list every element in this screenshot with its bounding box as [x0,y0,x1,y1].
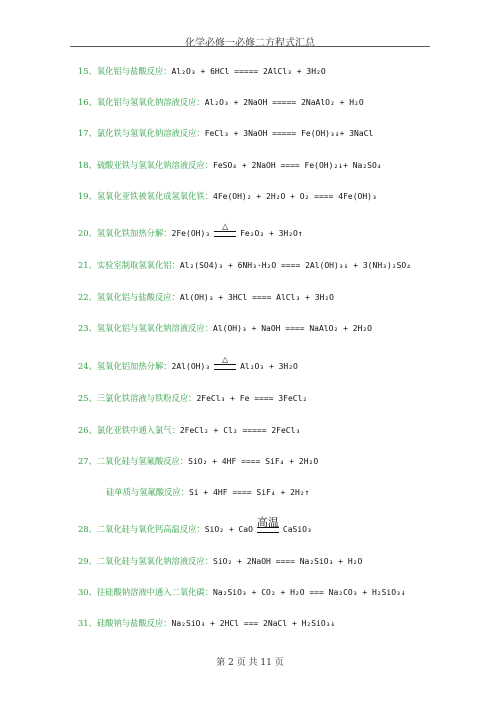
equation-number: 31、 [78,618,97,628]
chemical-equation: FeCl₃ + 3NaOH ===== Fe(OH)₃↓+ 3NaCl [204,129,374,138]
equation-line [78,127,373,140]
equation-line [78,555,362,568]
equation-number: 16、 [78,97,97,107]
chemical-equation-products: Al₂O₃ + 3H₂O [240,362,298,371]
equation-line [78,586,406,599]
chemical-equation: Al(OH)₃ + NaOH ==== NaAlO₂ + 2H₂O [213,324,372,333]
equation-number: 23、 [78,323,97,333]
equation-line [78,322,372,335]
equation-number: 18、 [78,160,97,170]
reaction-description: 氧化铝与盐酸反应： [96,66,172,76]
reaction-description: 氢氧化亚铁被氧化成氢氧化铁： [96,191,214,201]
equation-line [78,222,303,240]
equation-number: 30、 [78,587,97,597]
chemical-equation-products: Fe₂O₃ + 3H₂O↑ [240,229,303,238]
chemical-equation: Na₂SiO₃ + 2HCl === 2NaCl + H₂SiO₃↓ [171,619,336,628]
chemical-equation-products: CaSiO₃ [282,525,312,534]
equals-sign [214,364,236,370]
equation-number: 28、 [78,524,97,534]
chemical-equation: 2FeCl₃ + Fe ==== 3FeCl₂ [196,394,308,403]
reaction-condition-label: 高温 [256,516,279,529]
reaction-description: 往硅酸钠溶液中通入二氧化碳： [96,587,214,597]
equation-line [78,159,382,172]
equation-number: 15、 [78,66,97,76]
reaction-description: 氯化亚铁中通入氯气： [96,425,180,435]
chemical-equation: Si + 4HF ==== SiF₄ + 2H₂↑ [188,488,310,497]
reaction-condition-label: △ [222,355,229,364]
equation-number: 27、 [78,456,97,466]
equation-line [78,96,364,109]
reaction-condition-sign [212,222,238,239]
equation-number: 20、 [78,228,97,238]
reaction-description: 三氯化铁溶液与铁粉反应： [96,393,197,403]
chemical-equation: Al₂O₃ + 2NaOH ===== 2NaAlO₂ + H₂O [204,98,364,107]
chemical-equation: FeSO₄ + 2NaOH ==== Fe(OH)₂↓+ Na₂SO₄ [213,161,382,170]
equation-line [106,486,309,499]
chemical-equation: 2FeCl₂ + Cl₂ ===== 2FeCl₃ [179,426,301,435]
page-footer: 第 2 页 共 11 页 [216,658,284,668]
reaction-description: 氢氧化铝与盐酸反应： [96,292,180,302]
equation-line [78,392,307,405]
reaction-description: 硅酸钠与盐酸反应： [96,618,172,628]
reaction-condition-sign [212,355,238,372]
equation-line [78,291,334,304]
reaction-description: 氯化铁与氢氧化钠溶液反应： [96,128,205,138]
chemical-equation: Al₂O₃ + 6HCl ===== 2AlCl₃ + 3H₂O [171,67,326,76]
chemical-equation: SiO₂ + CaO [204,525,253,534]
equation-number: 17、 [78,128,97,138]
chemical-equation: Na₂SiO₃ + CO₂ + H₂O === Na₂CO₃ + H₂SiO₃↓ [213,588,406,597]
reaction-description: 氧化铝与氢氧化钠溶液反应： [96,97,205,107]
equation-number: 29、 [78,556,97,566]
reaction-description: 硅单质与氢氟酸反应： [106,487,189,497]
reaction-description: 二氧化硅与氢氟酸反应： [96,456,189,466]
reaction-description: 二氧化硅与氢氧化钠溶液反应： [96,556,214,566]
equation-number: 26、 [78,425,97,435]
header-rule [70,46,430,47]
equation-line [78,424,300,437]
page-header: 化学必修一必修二方程式汇总 [185,38,315,49]
reaction-condition-label: △ [222,222,229,231]
equation-number: 22、 [78,292,97,302]
reaction-description: 二氧化硅与氧化钙高温反应： [96,524,205,534]
equation-number: 24、 [78,361,97,371]
equation-line [78,516,312,536]
equation-number: 19、 [78,191,97,201]
equals-sign [214,231,236,237]
equation-line [78,65,326,78]
reaction-description: 氢氧化铁加热分解： [96,228,172,238]
reaction-description: 氢氧化铝加热分解： [96,361,172,371]
equation-line [78,259,411,272]
equation-line [78,190,377,203]
reaction-description: 实验室制取氢氧化铝： [96,260,180,270]
chemical-equation: Al₂(SO4)₃ + 6NH₃·H₂O ==== 2Al(OH)₃↓ + 3(NH₃)₂SO₄ [179,261,412,270]
equation-line [78,355,298,373]
chemical-equation: 2Al(OH)₃ [171,362,211,371]
chemical-equation: SiO₂ + 2NaOH ==== Na₂SiO₃ + H₂O [213,557,363,566]
equation-number: 25、 [78,393,97,403]
equation-number: 21、 [78,260,97,270]
reaction-condition-sign [255,516,281,535]
chemical-equation: 4Fe(OH)₂ + 2H₂O + O₂ ==== 4Fe(OH)₃ [213,192,377,201]
equation-line [78,617,335,630]
chemical-equation: Al(OH)₃ + 3HCl ==== AlCl₃ + 3H₂O [179,293,334,302]
reaction-description: 氢氧化铝与氢氧化钠溶液反应： [96,323,214,333]
chemical-equation: SiO₂ + 4HF ==== SiF₄ + 2H₂O [188,457,319,466]
chemical-equation: 2Fe(OH)₃ [171,229,211,238]
reaction-description: 硫酸亚铁与氢氧化钠溶液反应： [96,160,214,170]
equation-line [78,455,318,468]
